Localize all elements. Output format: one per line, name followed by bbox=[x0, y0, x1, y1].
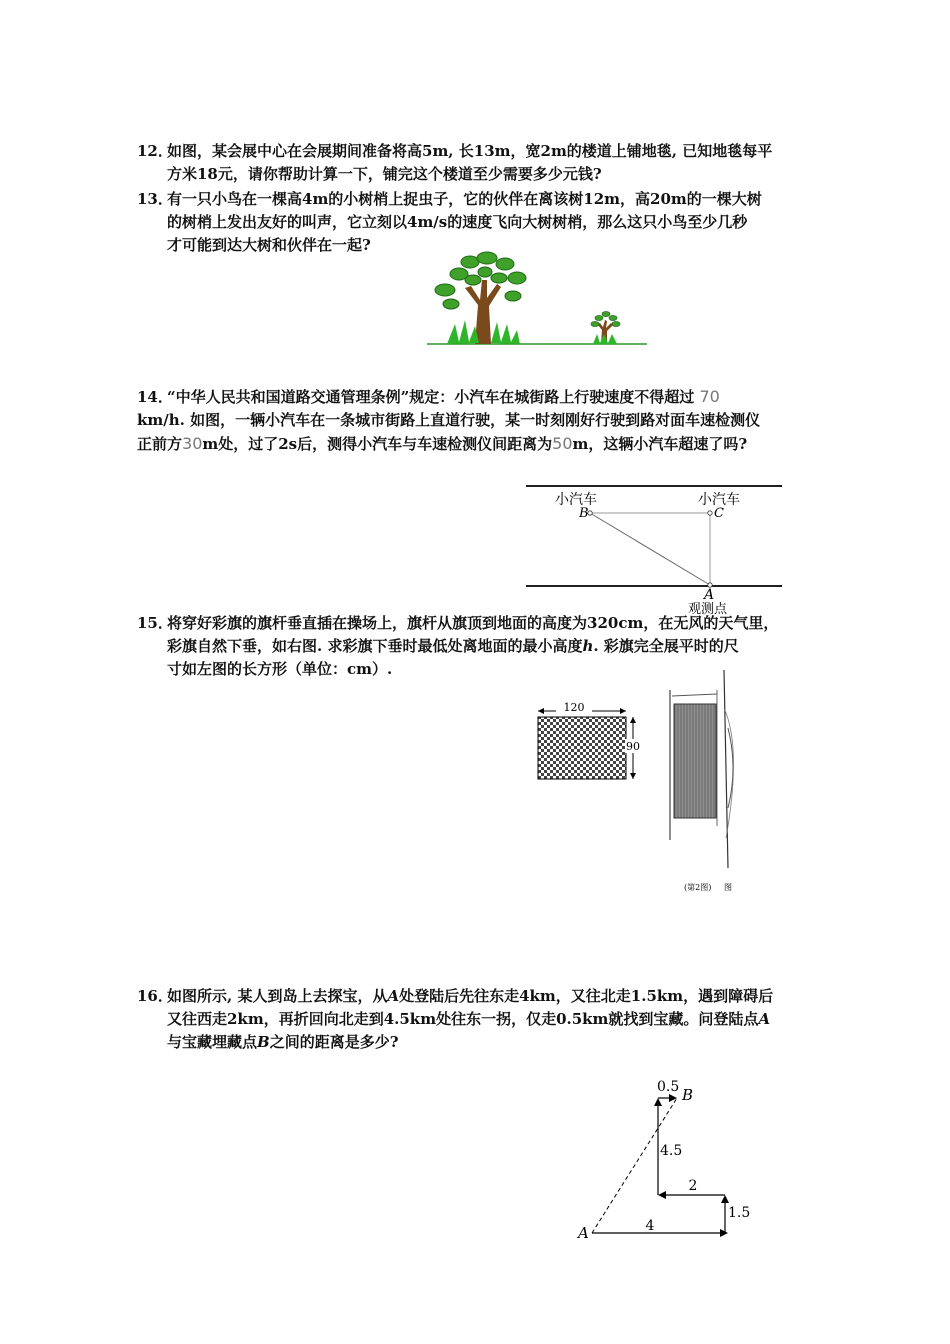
height-label: 90 bbox=[626, 740, 640, 753]
label-c: C bbox=[714, 506, 724, 521]
problem-number: 16． bbox=[137, 987, 173, 1005]
label-east-4: 4 bbox=[645, 1218, 655, 1234]
speed-value: 70 bbox=[699, 387, 720, 406]
figure-caption-right: 图 bbox=[724, 883, 732, 892]
problem-text: m处，过了2s后，测得小汽车与车速检测仪间距离为 bbox=[202, 435, 553, 453]
problem-text: 将穿好彩旗的旗杆垂直插在操场上，旗杆从旗顶到地面的高度为320cm，在无风的天气里， bbox=[167, 614, 779, 632]
small-tree-icon bbox=[591, 312, 620, 345]
label-a: A bbox=[578, 1224, 589, 1242]
problem-text: 的树梢上发出友好的叫声，它立刻以4m/s的速度飞向大树树梢，那么这只小鸟至少几秒 bbox=[167, 213, 748, 231]
path-direct-ab bbox=[592, 1098, 677, 1233]
flag-pole bbox=[724, 670, 728, 868]
label-b: B bbox=[682, 1086, 694, 1104]
problem-13 bbox=[137, 188, 827, 257]
problem-text: km/h. 如图，一辆小汽车在一条城市街路上直道行驶，某一时刻刚好行驶到路对面车速检测仪 bbox=[137, 411, 761, 429]
problem-number: 14． bbox=[137, 388, 173, 406]
problem-text: 彩旗自然下垂，如右图. 求彩旗下垂时最低处离地面的最小高度 bbox=[167, 637, 583, 655]
point-a-ref: A bbox=[758, 1010, 771, 1028]
label-north-4-5: 4.5 bbox=[660, 1143, 683, 1159]
treasure-path-figure bbox=[570, 1075, 760, 1250]
point-b-ref: B bbox=[257, 1033, 270, 1051]
trees-figure bbox=[425, 250, 650, 350]
problem-text: 又往西走2km，再折回向北走到4.5km处往东一拐，仅走0.5km就找到宝藏。问登陆点 bbox=[167, 1010, 759, 1028]
car-label-right: 小汽车 bbox=[698, 492, 740, 508]
problem-text: 之间的距离是多少? bbox=[269, 1033, 399, 1051]
distance-value: 30 bbox=[182, 434, 203, 453]
car-label-left: 小汽车 bbox=[555, 492, 597, 508]
label-a: A bbox=[704, 587, 715, 603]
label-north-1-5: 1.5 bbox=[728, 1205, 751, 1221]
hanging-flag bbox=[674, 704, 716, 818]
problem-text: “中华人民共和国道路交通管理条例”规定：小汽车在城街路上行驶速度不得超过 bbox=[167, 388, 695, 406]
point-c bbox=[708, 511, 712, 515]
problem-14 bbox=[137, 385, 827, 456]
segment-ab bbox=[590, 513, 710, 585]
distance-value: 50 bbox=[552, 434, 573, 453]
problem-number: 12． bbox=[137, 142, 173, 160]
problem-number: 15． bbox=[137, 614, 173, 632]
problem-text: 方米18元，请你帮助计算一下，铺完这个楼道至少需要多少元钱? bbox=[167, 165, 602, 183]
hanging-flag-figure bbox=[662, 668, 752, 898]
flag-rectangle-figure bbox=[532, 698, 644, 784]
problem-text: 如图，某会展中心在会展期间准备将高5m, 长13m，宽2m的楼道上铺地毯, 已知地毯每平 bbox=[167, 142, 773, 160]
problem-number: 13． bbox=[137, 190, 173, 208]
variable-h: h bbox=[582, 637, 594, 655]
observe-label: 观测点 bbox=[688, 602, 728, 617]
flag-rectangle bbox=[538, 717, 626, 779]
point-a-ref: A bbox=[387, 987, 400, 1005]
problem-text: 正前方 bbox=[137, 435, 183, 453]
label-b: B bbox=[579, 506, 589, 521]
problem-text: 如图所示, 某人到岛上去探宝，从 bbox=[167, 987, 388, 1005]
label-west-2: 2 bbox=[688, 1178, 698, 1194]
problem-text: 才可能到达大树和伙伴在一起? bbox=[167, 236, 371, 254]
problem-12 bbox=[137, 140, 827, 186]
figure-caption-left: (第2图) bbox=[684, 883, 712, 892]
big-tree-icon bbox=[435, 252, 526, 344]
width-label: 120 bbox=[563, 701, 585, 714]
car-speed-figure bbox=[520, 480, 790, 615]
problem-text: 处登陆后先往东走4km，又往北走1.5km，遇到障碍后 bbox=[399, 987, 774, 1005]
label-east-0-5: 0.5 bbox=[657, 1079, 680, 1095]
problem-text: 有一只小鸟在一棵高4m的小树梢上捉虫子，它的伙伴在离该树12m，高20m的一棵大树 bbox=[167, 190, 762, 208]
problem-16 bbox=[137, 985, 827, 1054]
problem-text: 与宝藏埋藏点 bbox=[167, 1033, 258, 1051]
problem-text: . 彩旗完全展平时的尺 bbox=[593, 637, 739, 655]
problem-text: m，这辆小汽车超速了吗? bbox=[572, 435, 748, 453]
problem-text: 寸如左图的长方形（单位：cm）. bbox=[167, 660, 393, 678]
